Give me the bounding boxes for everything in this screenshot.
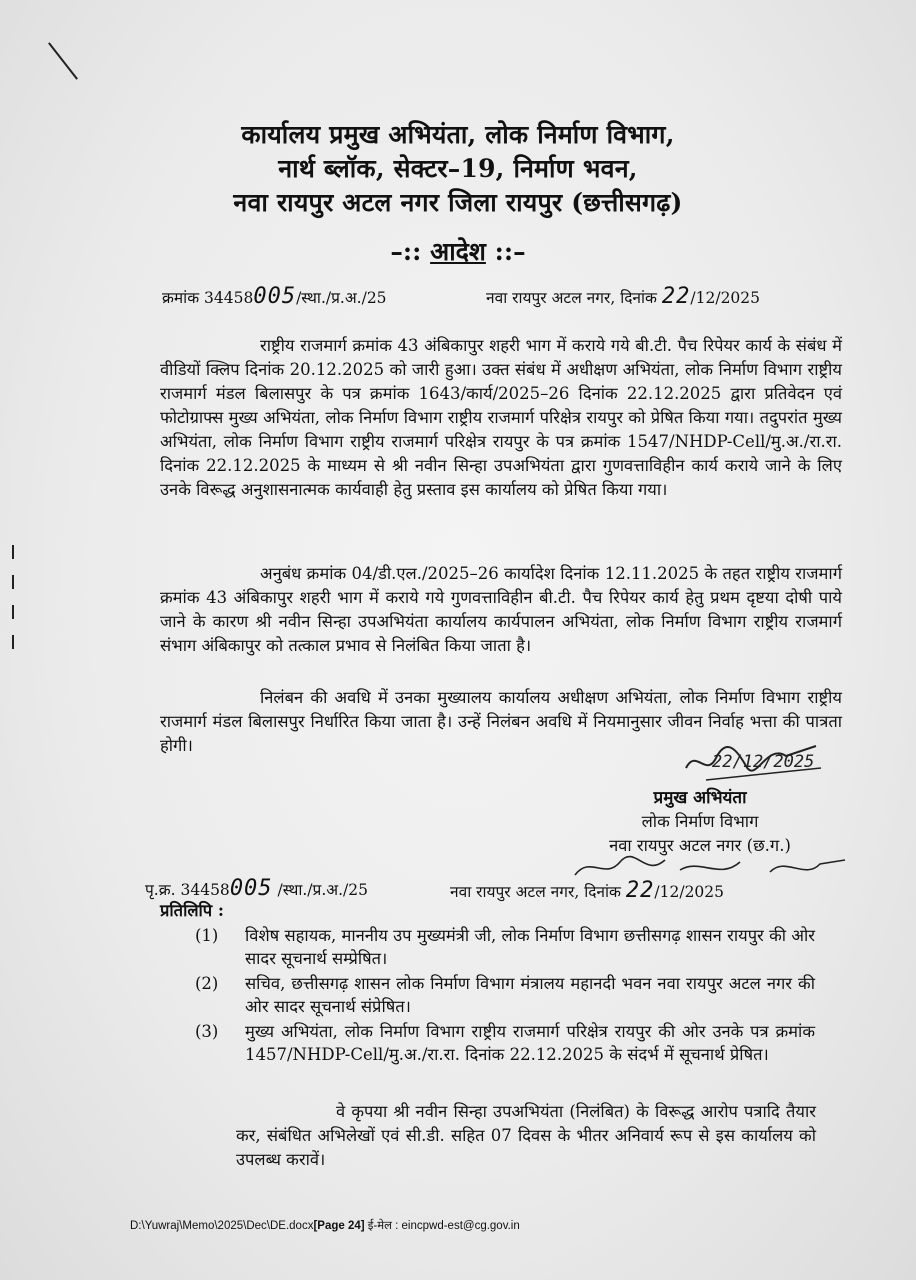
title-text: आदेश — [430, 237, 486, 266]
copy-heading: प्रतिलिपि : — [160, 901, 225, 920]
document-footer — [130, 1218, 520, 1233]
copy-item-text: मुख्य अभियंता, लोक निर्माण विभाग राष्ट्रीय राजमार्ग परिक्षेत्र रायपुर की ओर उनके पत्र क्रमांक 1457/NHDP-Cell/मु.अ./रा.रा. दिनांक 22.12.2025 के संदर्भ में सूचनार्थ प्रेषित। — [245, 1022, 815, 1064]
copy-handwritten-day: 22 — [625, 878, 655, 903]
title-left-deco: –:: — [390, 237, 431, 266]
copy-item-text: सचिव, छत्तीसगढ़ शासन लोक निर्माण विभाग मंत्रालय महानदी भवन नवा रायपुर अटल नगर की ओर सादर सूचनार्थ संप्रेषित। — [245, 974, 815, 1016]
copy-date — [450, 878, 724, 903]
signatory-department: लोक निर्माण विभाग — [641, 812, 759, 831]
footer-page-number: [Page 24] — [313, 1220, 365, 1232]
order-ref-handwritten-no: 005 — [253, 284, 297, 309]
paragraph-1: राष्ट्रीय राजमार्ग क्रमांक 43 अंबिकापुर शहरी भाग में कराये गये बी.टी. पैच रिपेयर कार्य के संबंध में वीडियों क्लिप दिनांक 20.12.2025 को जारी हुआ। उक्त संबंध में अधीक्षण अभियंता, लोक निर्माण विभाग राष्ट्रीय राजमार्ग मंडल बिलासपुर के पत्र क्रमांक 1643/कार्य/2025–26 दिनांक 22.12.2025 द्वारा प्रतिवेदन एवं फोटोग्राफ्स मुख्य अभियंता, लोक निर्माण विभाग राष्ट्रीय राजमार्ग परिक्षेत्र रायपुर को प्रेषित किया गया। तदुपरांत मुख्य अभियंता, लोक निर्माण विभाग राष्ट्रीय राजमार्ग परिक्षेत्र रायपुर के पत्र क्रमांक 1547/NHDP-Cell/मु.अ./रा.रा. दिनांक 22.12.2025 के माध्यम से श्री नवीन सिन्हा उपअभियंता द्वारा गुणवत्ताविहीन कार्य कराये जाने के लिए उनके विरूद्ध अनुशासनात्मक कार्यवाही हेतु प्रस्ताव इस कार्यालय को प्रेषित किया गया। — [160, 336, 842, 499]
copy-item-number: (3) — [195, 1022, 219, 1041]
copy-ref-prefix: पृ.क्र. 34458 — [145, 881, 230, 899]
copy-item — [195, 924, 815, 970]
signatory-designation: प्रमुख अभियंता — [653, 788, 747, 808]
footer-email: eincpwd-est@cg.gov.in — [401, 1220, 520, 1232]
copy-item-number: (2) — [195, 974, 219, 993]
paragraph-2: अनुबंध क्रमांक 04/डी.एल./2025–26 कार्यादेश दिनांक 12.11.2025 के तहत राष्ट्रीय राजमार्ग क्रमांक 43 अंबिकापुर शहरी भाग में कराये गये गुणवत्ताविहीन बी.टी. पैच रिपेयर कार्य हेतु प्रथम दृष्टया दोषी पाये जाने के कारण श्री नवीन सिन्हा उपअभियंता कार्यालय कार्यपालन अभियंता, लोक निर्माण विभाग राष्ट्रीय राजमार्ग संभाग अंबिकापुर को तत्काल प्रभाव से निलंबित किया जाता है। — [160, 564, 842, 655]
copy-ref-mid: /स्था./प्र.अ./25 — [277, 881, 368, 899]
margin-mark — [12, 545, 14, 655]
order-title — [0, 234, 916, 268]
copy-ref-handwritten-no: 005 — [229, 876, 273, 901]
order-handwritten-day: 22 — [661, 284, 691, 309]
order-reference — [162, 284, 387, 309]
order-ref-mid: /स्था./प्र.अ./25 — [296, 289, 387, 307]
copy-item-number: (1) — [195, 926, 219, 945]
copy-item — [195, 972, 815, 1018]
footer-file-path: D:\Yuwraj\Memo\2025\Dec\DE.docx — [130, 1220, 314, 1232]
order-date — [486, 284, 760, 309]
signature-block — [600, 786, 800, 858]
copy-item-text: विशेष सहायक, माननीय उप मुख्यमंत्री जी, लोक निर्माण विभाग छत्तीसगढ़ शासन रायपुर की ओर सादर सूचनार्थ सम्प्रेषित। — [245, 926, 815, 968]
copy-place: नवा रायपुर अटल नगर, दिनांक — [450, 883, 621, 901]
order-date-rest: /12/2025 — [690, 289, 761, 307]
signatory-place: नवा रायपुर अटल नगर (छ.ग.) — [609, 836, 791, 855]
signature-date: 22/12/2025 — [712, 752, 815, 772]
header-line-2: नार्थ ब्लॉक, सेक्टर–19, निर्माण भवन, — [278, 154, 638, 183]
header-line-3: नवा रायपुर अटल नगर जिला रायपुर (छत्तीसगढ़) — [233, 188, 683, 217]
office-header — [0, 118, 916, 220]
scratch-mark — [48, 42, 78, 79]
closing-paragraph: वे कृपया श्री नवीन सिन्हा उपअभियंता (निलंबित) के विरूद्ध आरोप पत्रादि तैयार कर, संबंधित अभिलेखों एवं सी.डी. सहित 07 दिवस के भीतर अनिवार्य रूप से इस कार्यालय को उपलब्ध करावें। — [236, 1102, 816, 1169]
order-ref-prefix: क्रमांक 34458 — [162, 289, 254, 307]
header-line-1: कार्यालय प्रमुख अभियंता, लोक निर्माण विभाग, — [241, 120, 675, 149]
title-right-deco: ::– — [485, 237, 526, 266]
copy-item — [195, 1020, 815, 1066]
footer-email-label: ई-मेल : — [364, 1220, 402, 1232]
paragraph-3: निलंबन की अवधि में उनका मुख्यालय कार्यालय अधीक्षण अभियंता, लोक निर्माण विभाग राष्ट्रीय राजमार्ग मंडल बिलासपुर निर्धारित किया जाता है। उन्हें निलंबन अवधि में नियमानुसार जीवन निर्वाह भत्ता की पात्रता होगी। — [160, 688, 842, 755]
order-place: नवा रायपुर अटल नगर, दिनांक — [486, 289, 657, 307]
copy-date-rest: /12/2025 — [654, 883, 725, 901]
